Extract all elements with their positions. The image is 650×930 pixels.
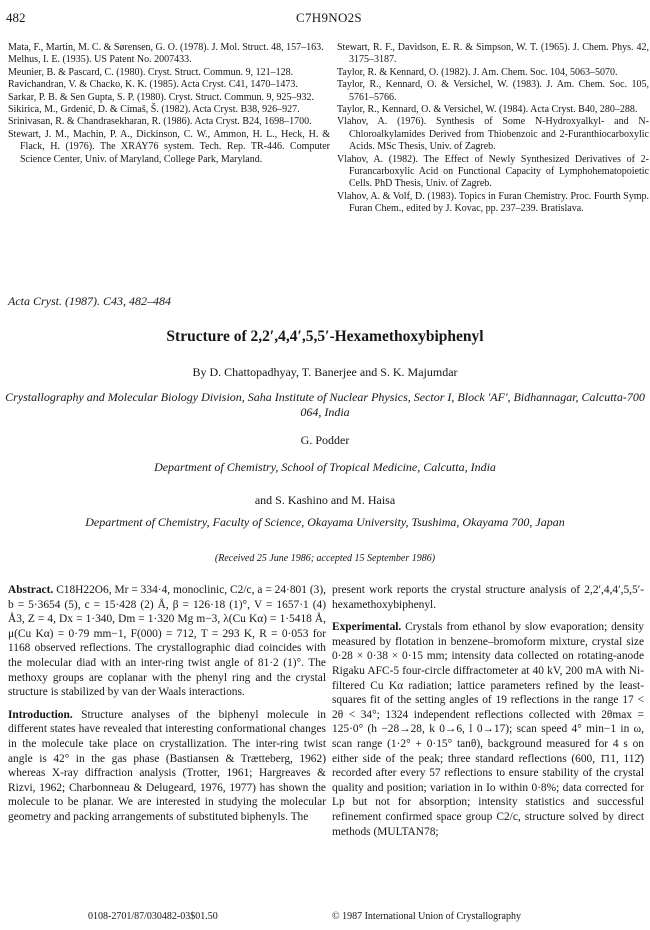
introduction-heading: Introduction. xyxy=(8,708,73,721)
copyright-notice: © 1987 International Union of Crystallography xyxy=(332,911,521,922)
body-left-column xyxy=(8,583,326,833)
author-line-2: G. Podder xyxy=(300,433,350,447)
references-left-column xyxy=(8,42,330,166)
reference-entry: Meunier, B. & Pascard, C. (1980). Cryst. Struct. Commun. 9, 121–128. xyxy=(8,66,294,78)
experimental-text: Crystals from ethanol by slow evaporation; density measured by flotation in benzene–bromoform mixture, crystal size 0·28 × 0·38 × 0·15 mm; intensity data collected on rotating-anode Rigaku AFC-5 four-circle diffractometer at 40 kV, 200 mA with Ni-filtered Cu Kα radiation; lattice parameters refined by the least-squares fit of the setting angles of 19 reflections in the range 17 < 2θ < 34°; 1324 independent reflections collected with 2θmax = 125·0° (h −28→28, k 0→6, l 0→17); scan speed 4° min−1 in ω, scan range (1·2° + 0·15° tanθ), background measured for 4 s on either side of the peak; three standard reflections (600, 1̄11, 112̄) recorded after every 57 reflections to ensure stability of the crystal quality and position; variation in Io within 0·8%; data corrected for Lp but not for absorption; intensity statistics and successful refinement confirmed space group C2/c, structure solved by direct methods (MULTAN78; xyxy=(332,621,644,838)
reference-entry: Taylor, R., Kennard, O. & Versichel, W. (1983). J. Am. Chem. Soc. 105, 5761–5766. xyxy=(337,79,649,103)
received-dates: (Received 25 June 1986; accepted 15 September 1986) xyxy=(214,553,436,564)
reference-entry: Sikirica, M., Grdenić, D. & Cimaš, Š. (1982). Acta Cryst. B38, 926–927. xyxy=(8,104,300,116)
reference-entry: Mata, F., Martin, M. C. & Sørensen, G. O. (1978). J. Mol. Struct. 48, 157–163. xyxy=(8,42,324,53)
introduction-text: Structure analyses of the biphenyl molecule in different states have revealed that interesting conformational changes in the molecule take place on crystallization. The inter-ring twist angle is 42° in the gas phase (Bastiansen & Trætteberg, 1962) whereas X-ray diffraction analysis (Trotter, 1961; Hargreaves & Rizvi, 1962; Charbonneau & Delugeard, 1976, 1977) has shown the molecule to be planar. We are interested in studying the molecular geometry and packing arrangements of substituted biphenyls. The xyxy=(8,708,326,823)
affiliation-1: Crystallography and Molecular Biology Division, Saha Institute of Nuclear Physics, Sector I, Block 'AF', Bidhannagar, Calcutta-700 064, India xyxy=(5,390,645,419)
reference-entry: Taylor, R. & Kennard, O. (1982). J. Am. Chem. Soc. 104, 5063–5070. xyxy=(337,66,618,78)
reference-entry: Vlahov, A. & Volf, D. (1983). Topics in Furan Chemistry. Proc. Fourth Symp. Furan Chem., edited by J. Kovac, pp. 237–239. Bratislava. xyxy=(337,190,649,215)
reference-entry: Sarkar, P. B. & Sen Gupta, S. P. (1980). Cryst. Struct. Commun. 9, 925–932. xyxy=(8,91,314,103)
reference-entry: Stewart, R. F., Davidson, E. R. & Simpson, W. T. (1965). J. Chem. Phys. 42, 3175–3187. xyxy=(337,42,649,66)
introduction-paragraph xyxy=(8,708,326,825)
issn-code: 0108-2701/87/030482-03$01.50 xyxy=(88,911,218,922)
reference-entry: Melhus, I. E. (1935). US Patent No. 2007433. xyxy=(8,54,192,66)
article-title: Structure of 2,2′,4,4′,5,5′-Hexamethoxybiphenyl xyxy=(166,328,484,345)
reference-entry: Ravichandran, V. & Chacko, K. K. (1985). Acta Cryst. C41, 1470–1473. xyxy=(8,79,298,91)
journal-citation: Acta Cryst. (1987). C43, 482–484 xyxy=(8,294,171,308)
reference-entry: Srinivasan, R. & Chandrasekharan, R. (1986). Acta Cryst. B24, 1698–1700. xyxy=(8,116,312,128)
references-right-column xyxy=(337,42,649,216)
author-line-1: By D. Chattopadhyay, T. Banerjee and S. K. Majumdar xyxy=(192,365,458,379)
reference-entry: Taylor, R., Kennard, O. & Versichel, W. (1984). Acta Cryst. B40, 280–288. xyxy=(337,104,638,116)
affiliation-2: Department of Chemistry, School of Tropical Medicine, Calcutta, India xyxy=(154,460,496,474)
abstract-heading: Abstract. xyxy=(8,584,54,596)
abstract-paragraph xyxy=(8,583,326,700)
body-right-column xyxy=(332,583,644,847)
abstract-text: C18H22O6, Mr = 334·4, monoclinic, C2/c, a = 24·801 (3), b = 5·3654 (5), c = 15·428 (2) Å, β = 126·18 (1)°, V = 1657·1 (4) Å3, Z = 4, Dx = 1·340, Dm = 1·320 Mg m−3, λ(Cu Kα) = 1·5418 Å, μ(Cu Kα) = 0·79 mm−1, F(000) = 712, T = 293 K, R = 0·053 for 1168 observed reflections. The crystallographic diad coincides with the molecular diad with an inter-ring twist angle of 81·2 (1)°. The methoxy groups are coplanar with the phenyl ring and the crystal structure is stabilized by van der Waals interactions. xyxy=(8,584,326,699)
reference-entry: Vlahov, A. (1982). The Effect of Newly Synthesized Derivatives of 2-Furancarboxylic Acid on Functional Capacity of Lymphohematopoietic Cells. PhD Thesis, Univ. of Zagreb. xyxy=(337,153,649,190)
introduction-continuation: present work reports the crystal structure analysis of 2,2′,4,4′,5,5′-hexamethoxybiphenyl. xyxy=(332,584,644,611)
experimental-paragraph xyxy=(332,620,644,839)
experimental-heading: Experimental. xyxy=(332,621,402,634)
author-line-3: and S. Kashino and M. Haisa xyxy=(254,493,396,507)
running-head-formula: C7H9NO2S xyxy=(296,10,362,25)
reference-entry: Stewart, J. M., Machin, P. A., Dickinson, C. W., Ammon, H. L., Heck, H. & Flack, H. (1976). The XRAY76 system. Tech. Rep. TR-446. Computer Science Center, Univ. of Maryland, College Park, Maryland. xyxy=(8,128,330,165)
page-number: 482 xyxy=(6,10,26,25)
reference-entry: Vlahov, A. (1976). Synthesis of Some N-Hydroxyalkyl- and N-Chloroalkylamides Derived from Thiobenzoic and 2-Furanthiocarboxylic Acids. MSc Thesis, Univ. of Zagreb. xyxy=(337,116,649,153)
affiliation-3: Department of Chemistry, Faculty of Science, Okayama University, Tsushima, Okayama 700, Japan xyxy=(85,515,565,529)
